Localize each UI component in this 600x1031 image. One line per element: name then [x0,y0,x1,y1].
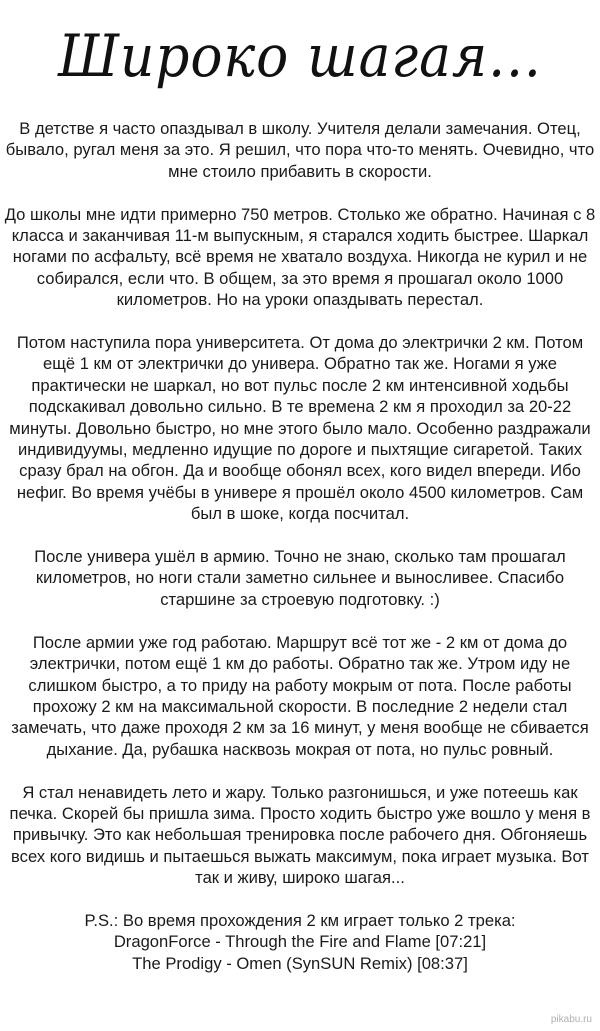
watermark: pikabu.ru [550,1014,592,1025]
story-text [4,118,596,996]
postscript-intro: P.S.: Во время прохождения 2 км играет только 2 трека: [84,910,516,930]
page-title: Широко шагая... [58,22,542,90]
paragraph-work: После армии уже год работаю. Маршрут всё тот же - 2 км от дома до электрички, потом ещё 1 км до работы. Обратно так же. Утром иду не слишком быстро, а то приду на работу мокрым от пота. После работы прохожу 2 км на максимальной скорости. В последние 2 недели стал замечать, что даже проходя 2 км за 16 минут, у меня вообще не сбивается дыхание. Да, рубашка насквозь мокрая от пота, но пульс ровный. [11,632,589,759]
paragraph-childhood: В детстве я часто опаздывал в школу. Учителя делали замечания. Отец, бывало, ругал меня за это. Я решил, что пора что-то менять. Очевидно, что мне стоило прибавить в скорости. [5,119,595,181]
paragraph-university: Потом наступила пора университета. От дома до электрички 2 км. Потом ещё 1 км от электрички до универа. Обратно так же. Ногами я уже практически не шаркал, но вот пульс после 2 км интенсивной ходьбы подскакивал довольно сильно. В те времена 2 км я проходил за 20-22 минуты. Довольно быстро, но мне этого было мало. Особенно раздражали индивидуумы, медленно идущие по дороге и пыхтящие сигаретой. Таких сразу брал на обгон. Да и вообще обонял всех, кого видел впереди. Ибо нефиг. Во время учёбы в универе я прошёл около 4500 километров. Сам был в шоке, когда посчитал. [9,333,591,524]
postscript-track-1: DragonForce - Through the Fire and Flame [07:21] [113,932,487,952]
postscript-track-2: The Prodigy - Omen (SynSUN Remix) [08:37] [132,953,468,973]
paragraph-school: До школы мне идти примерно 750 метров. Столько же обратно. Начиная с 8 класса и заканчивая 11-м выпускным, я старался ходить быстрее. Шаркал ногами по асфальту, всё время не хватало воздуха. Никогда не курил и не собирался, если что. В общем, за это время я прошагал около 1000 километров. Но на уроки опаздывать перестал. [4,204,596,310]
postscript [4,910,596,974]
paragraph-summer: Я стал ненавидеть лето и жару. Только разгонишься, и уже потеешь как печка. Скорей бы пришла зима. Просто ходить быстро уже вошло у меня в привычку. Это как небольшая тренировка после рабочего дня. Обгоняешь всех кого видишь и пытаешься выжать максимум, пока играет музыка. Вот так и живу, широко шагая... [9,782,591,888]
paragraph-army: После универа ушёл в армию. Точно не знаю, сколько там прошагал километров, но ноги стали заметно сильнее и выносливее. Спасибо старшине за строевую подготовку. :) [34,547,566,609]
